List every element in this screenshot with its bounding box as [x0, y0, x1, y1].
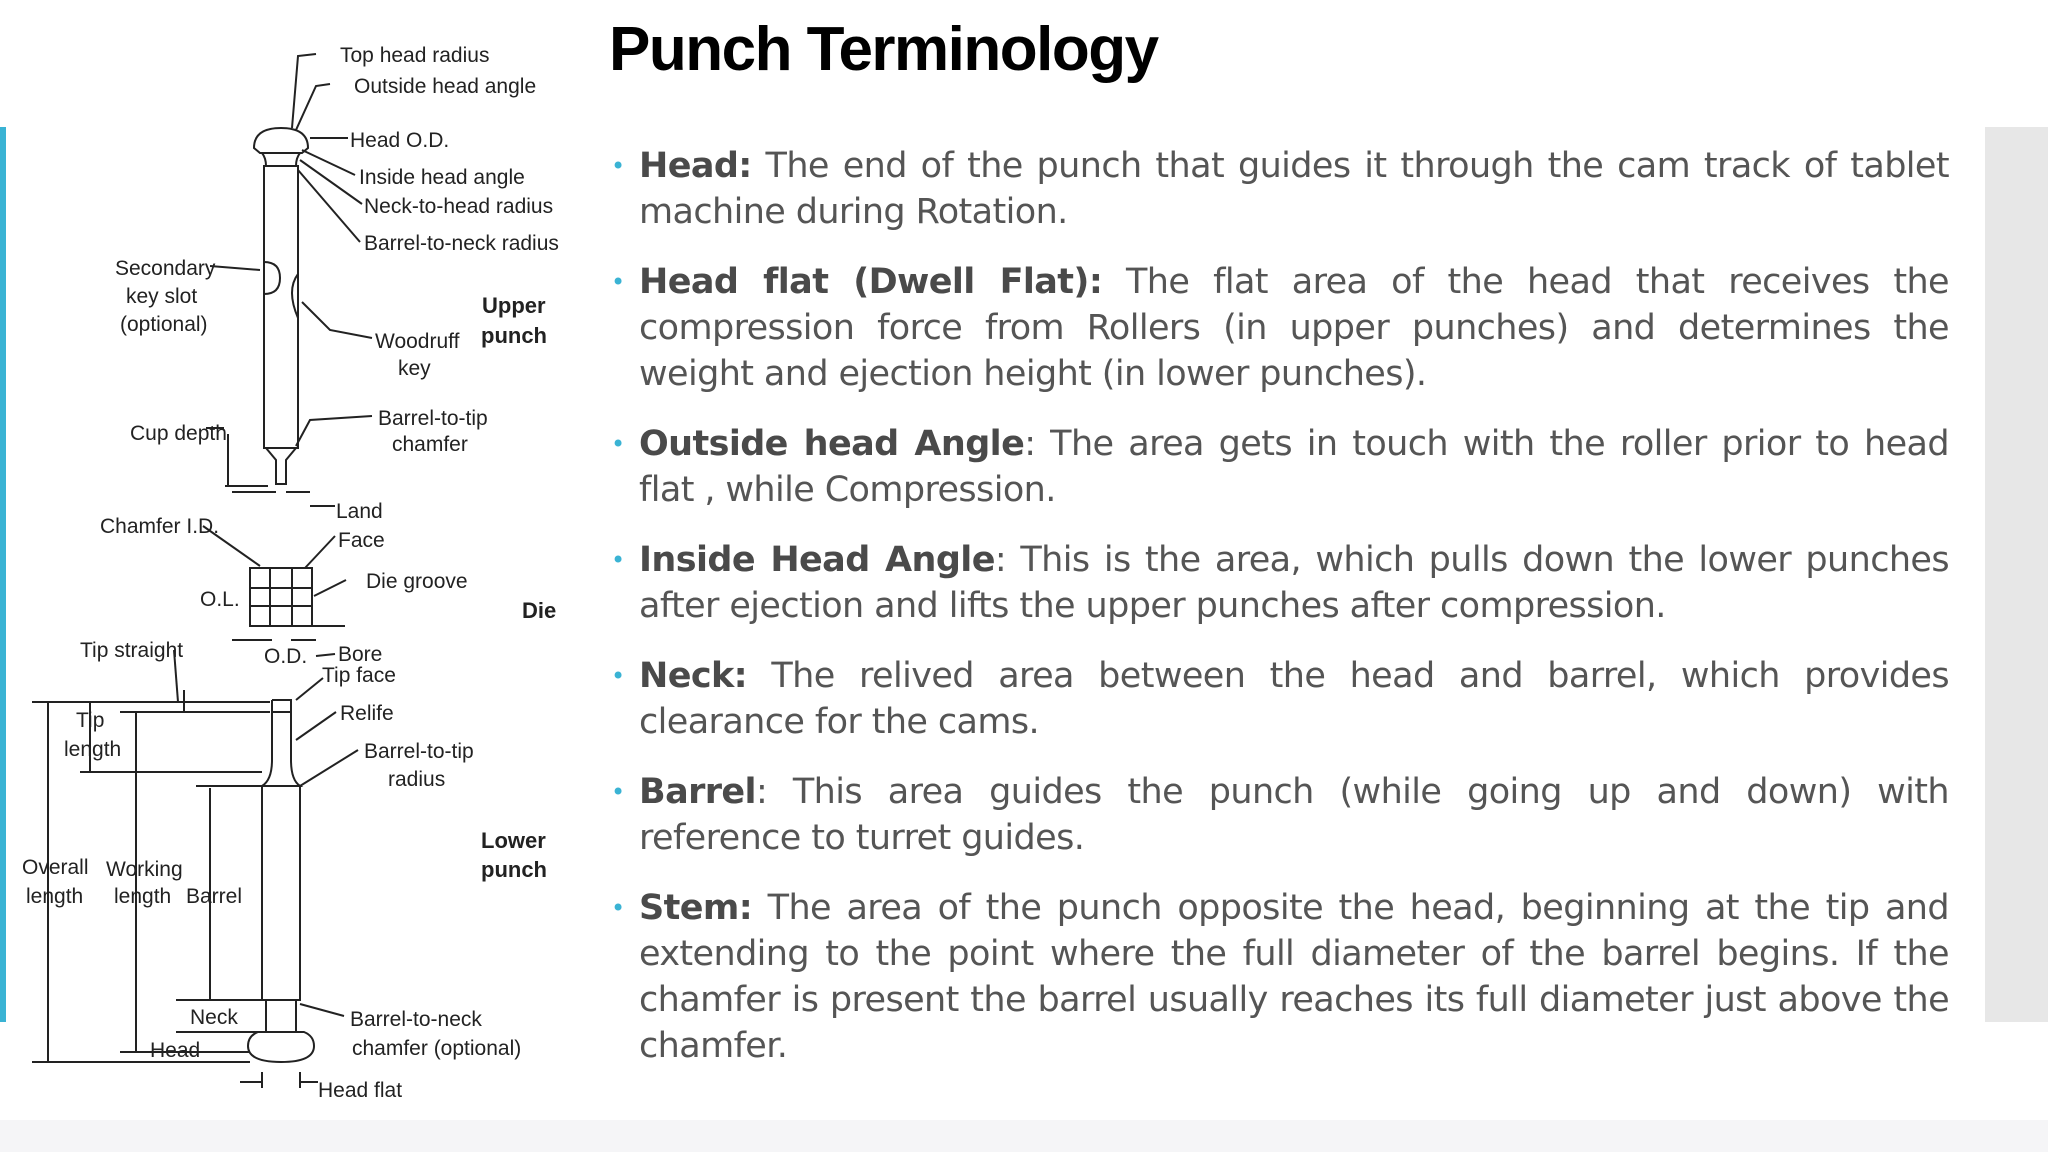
terminology-list	[611, 143, 1949, 1093]
term-item-neck	[611, 653, 1949, 745]
lower-punch-tip	[272, 700, 291, 712]
label-barrel-to-neck-radius: Barrel-to-neck radius	[364, 232, 559, 255]
label-working-length-2: length	[114, 885, 172, 908]
term-name: Neck:	[639, 656, 748, 696]
term-name: Inside Head Angle	[639, 540, 995, 580]
label-head-od: Head O.D.	[350, 129, 450, 152]
label-barrel: Barrel	[186, 885, 243, 908]
lower-punch-neck	[266, 1000, 296, 1032]
term-item-stem	[611, 885, 1949, 1069]
label-lower-punch-1: Lower	[481, 828, 546, 853]
label-bore: Bore	[338, 643, 383, 666]
secondary-key-slot	[264, 262, 280, 294]
term-item-outside-head-angle	[611, 421, 1949, 513]
page-title: Punch Terminology	[609, 15, 1158, 84]
label-ol: O.L.	[200, 588, 240, 611]
label-chamfer-id: Chamfer I.D.	[100, 515, 220, 538]
label-head-flat: Head flat	[318, 1079, 403, 1102]
die-body	[250, 568, 312, 626]
label-woodruff-key-1: Woodruff	[375, 330, 460, 353]
label-secondary-key-slot-3: (optional)	[120, 313, 208, 336]
term-definition: : This is the area, which pulls down the lower punches after ejection and lifts the upper punches after compression.	[639, 540, 1949, 626]
label-woodruff-key-2: key	[398, 357, 431, 380]
label-neck-to-head-radius: Neck-to-head radius	[364, 195, 554, 218]
label-barrel-to-tip-radius-1: Barrel-to-tip	[364, 740, 474, 763]
term-item-head-flat	[611, 259, 1949, 397]
term-name: Outside head Angle	[639, 424, 1025, 464]
label-top-head-radius: Top head radius	[340, 44, 490, 67]
label-lower-punch-2: punch	[481, 857, 547, 882]
label-overall-length-1: Overall	[22, 856, 89, 879]
label-head: Head	[150, 1039, 201, 1062]
label-barrel-to-neck-chamfer-2: chamfer (optional)	[352, 1037, 522, 1060]
label-upper-punch-1: Upper	[482, 293, 546, 318]
lower-punch-barrel	[262, 786, 300, 1000]
label-secondary-key-slot-1: Secondary	[115, 257, 216, 280]
term-name: Head flat (Dwell Flat):	[639, 262, 1103, 302]
term-item-head	[611, 143, 1949, 235]
term-definition: : The area gets in touch with the roller prior to head flat , while Compression.	[639, 424, 1949, 510]
label-barrel-to-tip-chamfer-2: chamfer	[392, 433, 468, 456]
label-inside-head-angle: Inside head angle	[359, 166, 525, 189]
term-definition: The area of the punch opposite the head, beginning at the tip and extending to the point where the full diameter of the barrel begins. If the chamfer is present the barrel usually reaches its full diameter just above the chamfer.	[639, 888, 1949, 1066]
label-upper-punch-2: punch	[481, 323, 547, 348]
label-face: Face	[338, 529, 385, 552]
upper-punch-head	[254, 128, 308, 153]
term-name: Head:	[639, 146, 752, 186]
term-definition: : This area guides the punch (while going up and down) with reference to turret guides.	[639, 772, 1949, 858]
term-item-inside-head-angle	[611, 537, 1949, 629]
label-tip-straight: Tip straight	[80, 639, 184, 662]
lower-punch-head	[248, 1032, 314, 1062]
upper-punch-neck	[262, 153, 300, 166]
label-overall-length-2: length	[26, 885, 84, 908]
label-land: Land	[336, 500, 383, 523]
term-name: Barrel	[639, 772, 756, 812]
right-side-band	[1985, 127, 2048, 1022]
label-die-groove: Die groove	[366, 570, 468, 593]
label-working-length-1: Working	[106, 858, 183, 881]
term-name: Stem:	[639, 888, 753, 928]
upper-punch-tip	[266, 448, 296, 484]
label-die: Die	[522, 598, 557, 623]
label-neck: Neck	[190, 1006, 238, 1029]
label-secondary-key-slot-2: key slot	[126, 285, 198, 308]
label-outside-head-angle: Outside head angle	[354, 75, 537, 98]
punch-diagram-svg	[0, 0, 590, 1152]
term-definition: The end of the punch that guides it through the cam track of tablet machine during Rotation.	[639, 146, 1949, 232]
label-barrel-to-tip-chamfer-1: Barrel-to-tip	[378, 407, 488, 430]
label-relife: Relife	[340, 702, 394, 725]
upper-punch-barrel	[264, 166, 298, 448]
label-tip-length-2: length	[64, 738, 122, 761]
term-item-barrel	[611, 769, 1949, 861]
label-cup-depth: Cup depth	[130, 422, 227, 445]
label-od: O.D.	[264, 645, 308, 668]
label-barrel-to-neck-chamfer-1: Barrel-to-neck	[350, 1008, 482, 1031]
term-definition: The flat area of the head that receives the compression force from Rollers (in upper punches) and determines the weight and ejection height (in lower punches).	[639, 262, 1949, 394]
term-definition: The relived area between the head and barrel, which provides clearance for the cams.	[639, 656, 1949, 742]
label-barrel-to-tip-radius-2: radius	[388, 768, 446, 791]
label-tip-length-1: Tip	[76, 709, 105, 732]
punch-diagram	[0, 0, 590, 1152]
label-tip-face: Tip face	[322, 664, 396, 687]
